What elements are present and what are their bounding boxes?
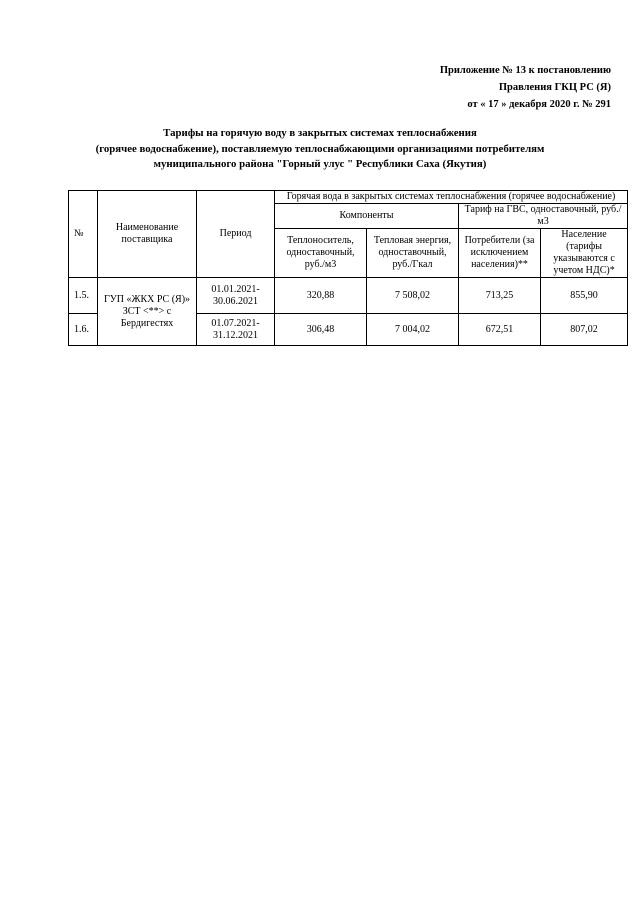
row-consumers: 672,51: [459, 314, 541, 346]
row-heat-energy: 7 508,02: [367, 278, 459, 314]
row-heat-energy: 7 004,02: [367, 314, 459, 346]
header-number: №: [69, 191, 98, 278]
document-title: [60, 126, 580, 173]
row-population: 807,02: [541, 314, 628, 346]
header-components: Компоненты: [275, 204, 459, 229]
header-supplier: Наименование поставщика: [98, 191, 197, 278]
header-row-1: [69, 191, 628, 204]
title-line-2: (горячее водоснабжение), поставляемую теплоснабжающими организациями потребителям: [95, 142, 545, 155]
row-period: 01.01.2021-30.06.2021: [197, 278, 275, 314]
title-line-3: муниципального района "Горный улус " Республики Саха (Якутия): [153, 158, 487, 170]
table-row: [69, 278, 628, 314]
row-period: 01.07.2021-31.12.2021: [197, 314, 275, 346]
appendix-line-2: Правления ГКЦ РС (Я): [498, 82, 611, 93]
row-number: 1.6.: [69, 314, 98, 346]
header-tariff: Тариф на ГВС, одноставочный, руб./м3: [459, 204, 628, 229]
row-heat-carrier: 306,48: [275, 314, 367, 346]
row-consumers: 713,25: [459, 278, 541, 314]
title-line-1: Тарифы на горячую воду в закрытых системах теплоснабжения: [163, 127, 477, 139]
tariff-table: [68, 190, 628, 346]
supplier-name: ГУП «ЖКХ РС (Я)» ЗСТ <**> с Бердигестях: [98, 278, 197, 346]
header-population: Население (тарифы указываются с учетом НДС)*: [541, 229, 628, 278]
row-population: 855,90: [541, 278, 628, 314]
header-period: Период: [197, 191, 275, 278]
appendix-line-1: Приложение № 13 к постановлению: [439, 65, 611, 76]
row-number: 1.5.: [69, 278, 98, 314]
row-heat-carrier: 320,88: [275, 278, 367, 314]
header-hot-water-group: Горячая вода в закрытых системах теплоснабжения (горячее водоснабжение): [275, 191, 628, 204]
header-heat-carrier: Теплоноситель, одноставочный, руб./м3: [275, 229, 367, 278]
appendix-block: [440, 62, 611, 113]
header-heat-energy: Тепловая энергия, одноставочный, руб./Гкал: [367, 229, 459, 278]
header-consumers: Потребители (за исключением населения)**: [459, 229, 541, 278]
appendix-line-3: от « 17 » декабря 2020 г. № 291: [467, 99, 611, 110]
